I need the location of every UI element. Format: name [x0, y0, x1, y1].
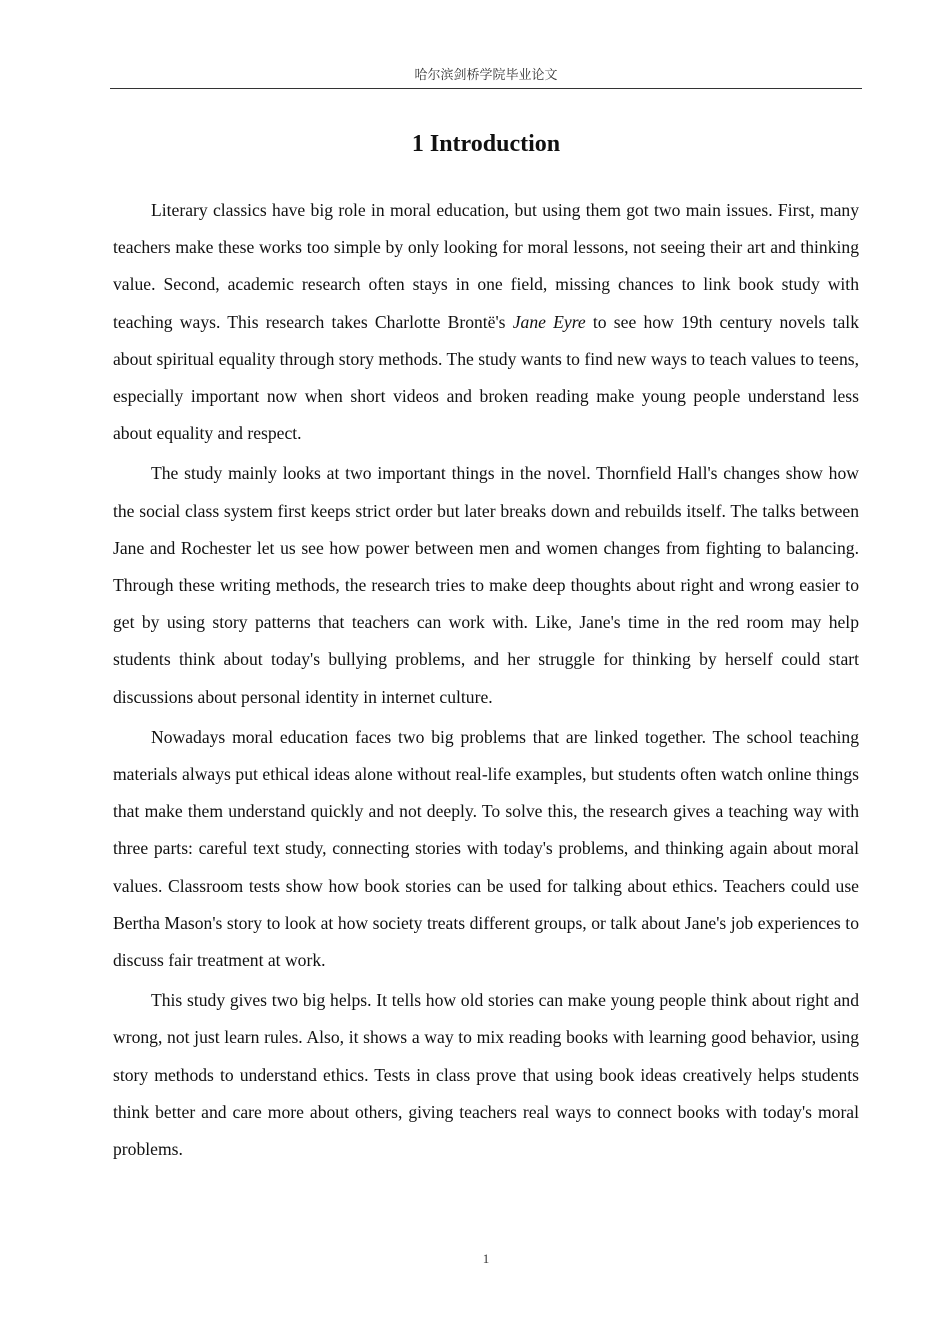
chapter-title: 1 Introduction	[411, 131, 561, 157]
paragraph-1-text-before: Literary classics have big role in moral education, but using them got two main issues. First, many teachers make these works too simple by only looking for moral lessons, not seeing their art and thinking value. Second, academic research often stays in one field, missing chances to link book study with teaching ways. This research takes Charlotte Brontë's	[113, 200, 859, 332]
paragraph-1-text-after: to see how 19th century novels talk about spiritual equality through story methods. The study wants to find new ways to teach values to teens, especially important now when short videos and broken reading make young people understand less about equality and respect.	[113, 311, 859, 444]
paragraph-3: Nowadays moral education faces two big problems that are linked together. The school teaching materials always put ethical ideas alone without real-life examples, but students often watch online things that make them understand quickly and not deeply. To solve this, the research gives a teaching way with three parts: careful text study, connecting stories with today's problems, and thinking again about moral values. Classroom tests show how book stories can be used for talking about ethics. Teachers could use Bertha Mason's story to look at how society treats different groups, or talk about Jane's job experiences to discuss fair treatment at work.	[113, 726, 859, 971]
body-text	[113, 192, 859, 1171]
book-title-jane-eyre: Jane Eyre	[512, 311, 586, 332]
page-number: 1	[482, 1251, 490, 1266]
paragraph-1	[113, 192, 859, 452]
header-rule	[110, 88, 862, 89]
running-header: 哈尔滨剑桥学院毕业论文	[414, 68, 558, 83]
paragraph-2: The study mainly looks at two important things in the novel. Thornfield Hall's changes show how the social class system first keeps strict order but later breaks down and rebuilds itself. The talks between Jane and Rochester let us see how power between men and women changes from fighting to balancing. Through these writing methods, the research tries to make deep thoughts about right and wrong easier to get by using story patterns that teachers can work with. Like, Jane's time in the red room may help students think about today's bullying problems, and her struggle for thinking by herself could start discussions about personal identity in internet culture.	[113, 463, 859, 707]
paragraph-4: This study gives two big helps. It tells how old stories can make young people think about right and wrong, not just learn rules. Also, it shows a way to mix reading books with learning good behavior, using story methods to understand ethics. Tests in class prove that using book ideas creatively helps students think better and care more about others, giving teachers real ways to connect books with today's moral problems.	[113, 990, 859, 1160]
